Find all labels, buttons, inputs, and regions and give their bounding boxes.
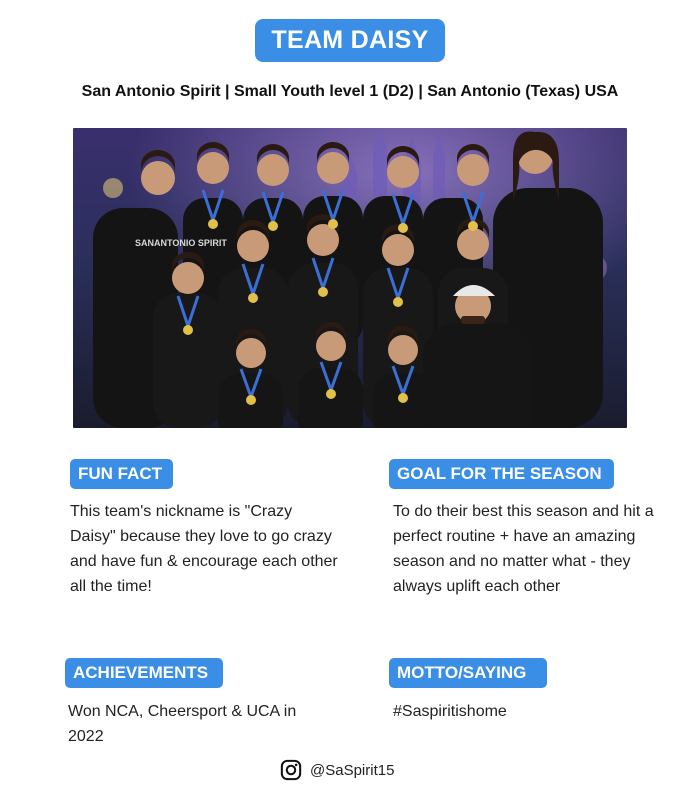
- instagram-icon[interactable]: [280, 759, 302, 781]
- achievements-text: Won NCA, Cheersport & UCA in 2022: [68, 703, 297, 745]
- shirt-logo-text: SANANTONIO SPIRIT: [135, 238, 227, 248]
- motto-text: #Saspiritishome: [393, 703, 507, 720]
- social-footer: [280, 758, 394, 782]
- team-subtitle: San Antonio Spirit | Small Youth level 1 (D2) | San Antonio (Texas) USA: [81, 83, 619, 100]
- fun-fact-text: This team's nickname is "Crazy Daisy" because they love to go crazy and have fun & encourage each other all the time!: [70, 503, 338, 595]
- motto-heading: MOTTO/SAYING: [389, 658, 547, 688]
- fun-fact-heading: FUN FACT: [70, 459, 173, 489]
- goal-heading: GOAL FOR THE SEASON: [389, 459, 614, 489]
- team-photo: [73, 128, 627, 428]
- instagram-handle[interactable]: @SaSpirit15: [310, 761, 395, 779]
- achievements-heading: ACHIEVEMENTS: [65, 658, 223, 688]
- goal-text: To do their best this season and hit a perfect routine + have an amazing season and no matter what - they always uplift each other: [393, 503, 654, 595]
- page-title: TEAM DAISY: [255, 19, 445, 62]
